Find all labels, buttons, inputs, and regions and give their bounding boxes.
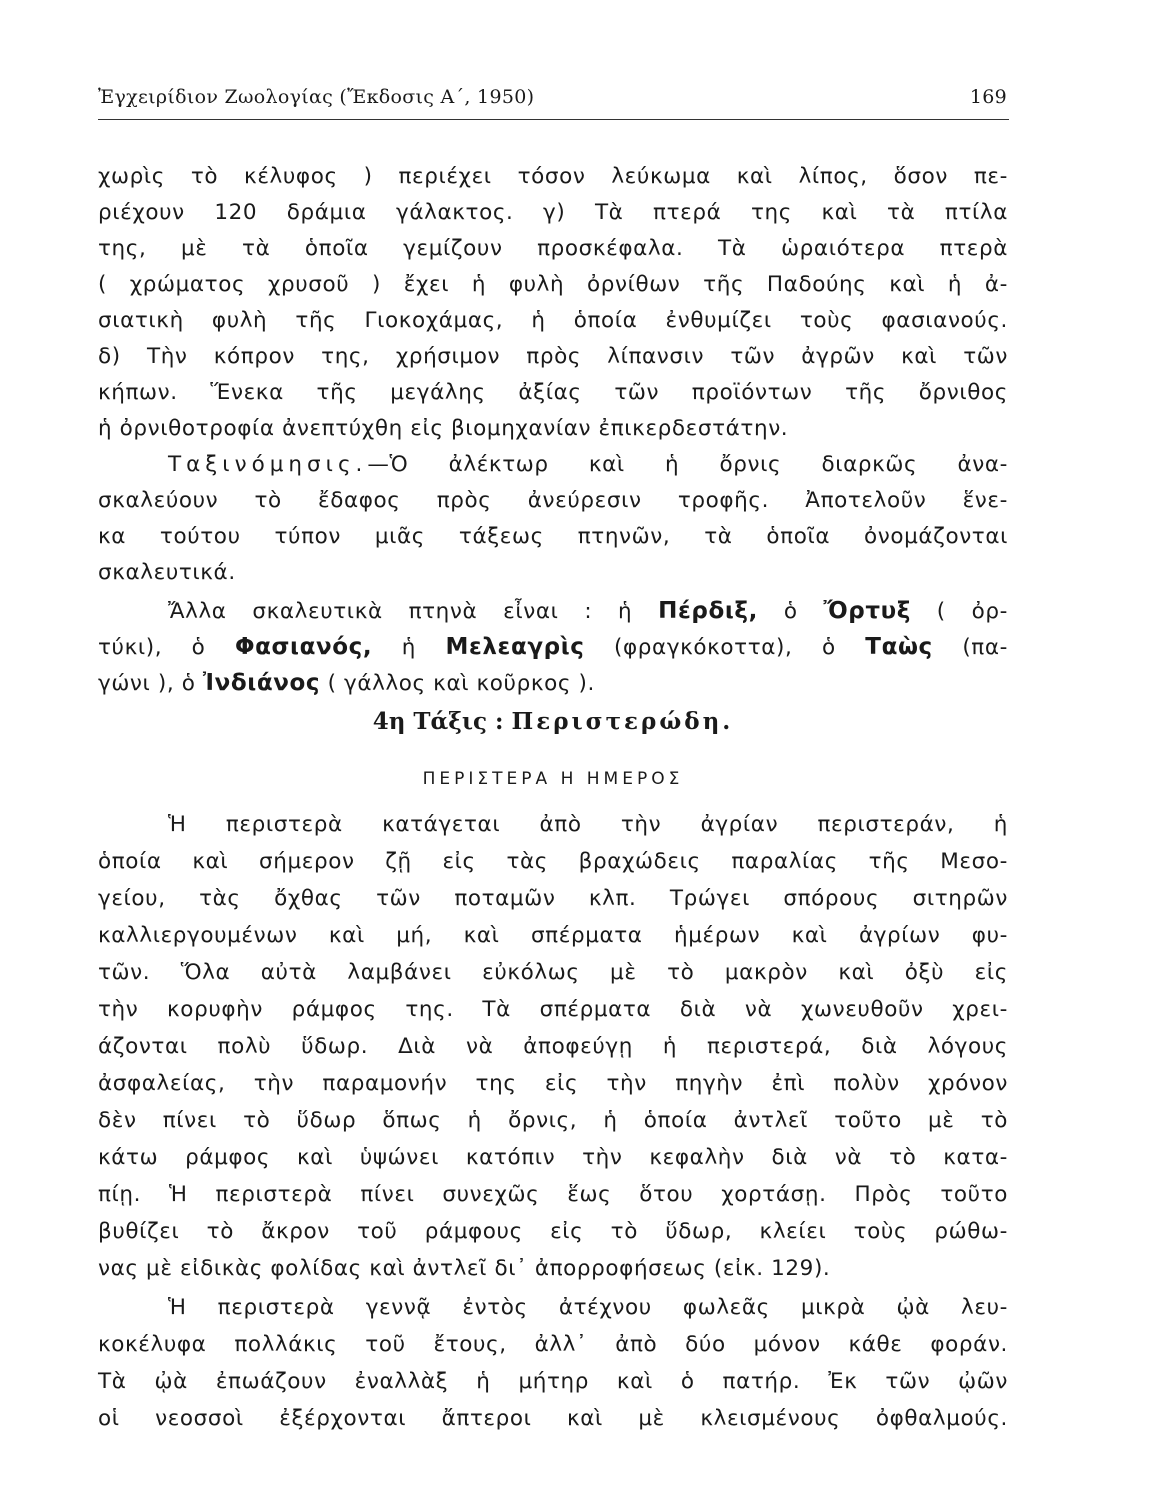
text-line: πίῃ. Ἡ περιστερὰ πίνει συνεχῶς ἕως ὅτου χορτάσῃ. Πρὸς τοῦτο [98,1182,1008,1207]
text-line: ἡ ὀρνιθοτροφία ἀνεπτύχθη εἰς βιομηχανίαν ἐπικερδεστάτην. [98,416,789,441]
page-number: 169 [969,86,1007,108]
order-prefix: 4η Τάξις : [372,708,512,735]
text-line: γείου, τὰς ὄχθας τῶν ποταμῶν κλπ. Τρώγει σπόρους σιτηρῶν [98,886,1008,911]
text-line: ὁποία καὶ σήμερον ζῇ εἰς τὰς βραχώδεις παραλίας τῆς Μεσο- [98,849,1008,874]
text-line: τὴν κορυφὴν ράμφος της. Τὰ σπέρματα διὰ νὰ χωνευθοῦν χρει- [98,997,1008,1022]
order-name: Περιστερώδη. [511,708,734,735]
term-perdix: Πέρδιξ, [658,598,758,624]
text-span: γώνι ), ὁ [98,671,203,696]
text-span: Ἄλλα σκαλευτικὰ πτηνὰ εἶναι : ἡ [168,599,659,624]
text-span: (φραγκόκοττα), ὁ [584,635,866,660]
text-line: δὲν πίνει τὸ ὕδωρ ὅπως ἡ ὄρνις, ἡ ὁποία ἀντλεῖ τοῦτο μὲ τὸ [98,1108,1008,1133]
text-line: βυθίζει τὸ ἄκρον τοῦ ράμφους εἰς τὸ ὕδωρ, κλείει τοὺς ρώθω- [98,1219,1008,1244]
text-line: σκαλεύουν τὸ ἔδαφος πρὸς ἀνεύρεσιν τροφῆς. Ἀποτελοῦν ἕνε- [98,488,1008,513]
header-rule [98,119,1009,120]
text-line: κα τούτου τύπον μιᾶς τάξεως πτηνῶν, τὰ ὁποῖα ὀνομάζονται [98,524,1008,549]
term-fasianos: Φασιανός, [234,634,373,660]
classification-label: Ταξινόμησις. [168,452,368,477]
text-line: ριέχουν 120 δράμια γάλακτος. γ) Τὰ πτερά της καὶ τὰ πτίλα [98,200,1008,225]
text-span: (πα- [932,635,1008,660]
text-span: ὁ [757,599,824,624]
classification-text: —Ὁ ἀλέκτωρ καὶ ἡ ὄρνις διαρκῶς ἀνα- [367,452,1008,477]
other-birds-line-3 [98,666,1008,700]
text-line: νας μὲ εἰδικὰς φολίδας καὶ ἀντλεῖ δι᾽ ἀπορροφήσεως (εἰκ. 129). [98,1256,831,1281]
text-line: Ἡ περιστερὰ κατάγεται ἀπὸ τὴν ἀγρίαν περιστεράν, ἡ [168,812,1008,837]
text-line: κοκέλυφα πολλάκις τοῦ ἔτους, ἀλλ᾽ ἀπὸ δύο μόνον κάθε φοράν. [98,1332,1008,1357]
text-line: οἱ νεοσσοὶ ἐξέρχονται ἄπτεροι καὶ μὲ κλεισμένους ὀφθαλμούς. [98,1406,1008,1431]
text-line: τῶν. Ὅλα αὐτὰ λαμβάνει εὐκόλως μὲ τὸ μακρὸν καὶ ὀξὺ εἰς [98,960,1008,985]
other-birds-line-1 [98,594,1008,628]
text-span: τύκι), ὁ [98,635,235,660]
text-line: Τὰ ᾠὰ ἐπωάζουν ἐναλλὰξ ἡ μήτηρ καὶ ὁ πατήρ. Ἐκ τῶν ᾠῶν [98,1369,1008,1394]
classification-first-line [98,448,1008,482]
text-span: ἡ [372,635,446,660]
term-ortyx: Ὄρτυξ [823,598,911,624]
text-line: ( χρώματος χρυσοῦ ) ἔχει ἡ φυλὴ ὀρνίθων τῆς Παδούης καὶ ἡ ἀ- [98,272,1008,297]
text-line: καλλιεργουμένων καὶ μή, καὶ σπέρματα ἡμέρων καὶ ἀγρίων φυ- [98,923,1008,948]
running-header [98,86,1007,116]
term-meleagris: Μελεαγρὶς [445,634,585,660]
text-line: κάτω ράμφος καὶ ὑψώνει κατόπιν τὴν κεφαλὴν διὰ νὰ τὸ κατα- [98,1145,1008,1170]
text-line: κήπων. Ἕνεκα τῆς μεγάλης ἀξίας τῶν προϊόντων τῆς ὄρνιθος [98,380,1008,405]
text-line: της, μὲ τὰ ὁποῖα γεμίζουν προσκέφαλα. Τὰ ὡραιότερα πτερὰ [98,236,1008,261]
text-line: ἀσφαλείας, τὴν παραμονήν της εἰς τὴν πηγὴν ἐπὶ πολὺν χρόνον [98,1071,1008,1096]
section-subheading: ΠΕΡΙΣΤΕΡΑ Η ΗΜΕΡΟΣ [422,769,684,789]
text-span: ( γάλλος καὶ κοῦρκος ). [320,671,595,696]
order-heading [98,702,1008,742]
term-indianos: Ἰνδιάνος [202,670,321,696]
text-line: δ) Τὴν κόπρον της, χρήσιμον πρὸς λίπανσιν τῶν ἀγρῶν καὶ τῶν [98,344,1008,369]
text-line: Ἡ περιστερὰ γεννᾷ ἐντὸς ἀτέχνου φωλεᾶς μικρὰ ᾠὰ λευ- [168,1295,1008,1320]
text-line: χωρὶς τὸ κέλυφος ) περιέχει τόσον λεύκωμα καὶ λίπος, ὅσον πε- [98,164,1008,189]
other-birds-line-2 [98,630,1008,664]
text-span: ( ὀρ- [910,599,1009,624]
term-taos: Ταὼς [865,634,933,660]
text-line: άζονται πολὺ ὕδωρ. Διὰ νὰ ἀποφεύγῃ ἡ περιστερά, διὰ λόγους [98,1034,1008,1059]
text-line: σιατικὴ φυλὴ τῆς Γιοκοχάμας, ἡ ὁποία ἐνθυμίζει τοὺς φασιανούς. [98,308,1008,333]
book-title: Ἐγχειρίδιον Ζωολογίας (Ἔκδοσις Α΄, 1950) [98,86,535,108]
text-line: σκαλευτικά. [98,560,236,585]
